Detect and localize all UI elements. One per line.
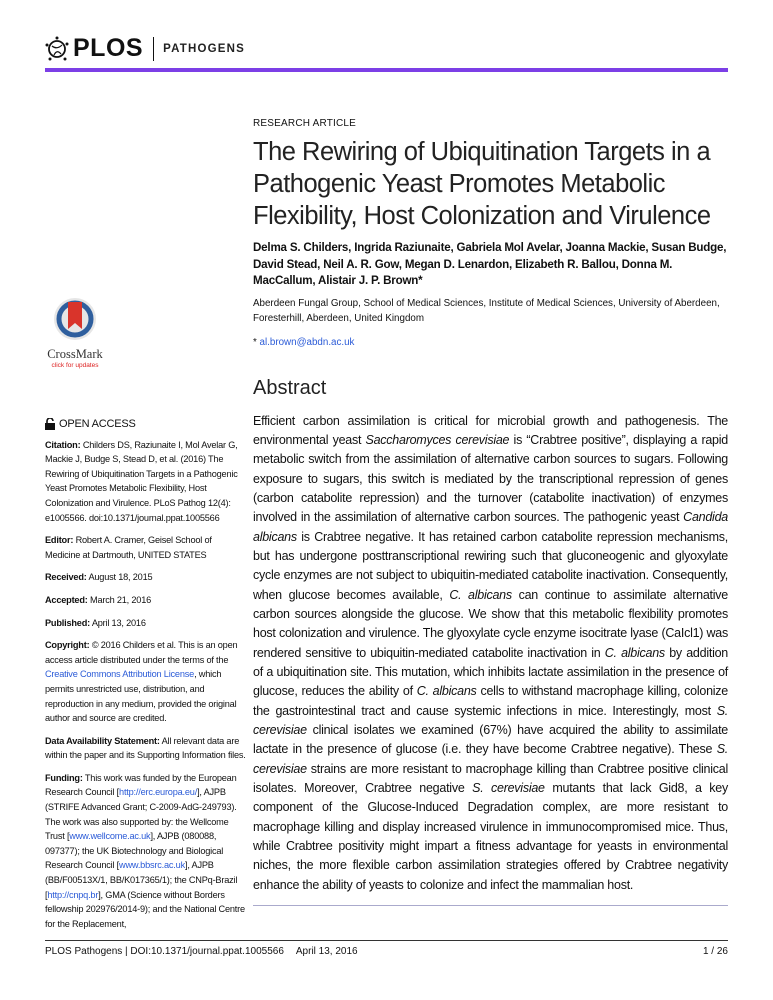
abstract-text: is “Crabtree positive”, displaying a rapid metabolic switch from the assimilation of alternative carbon sources to sugars. Following exposure to sugars, this switch is mediated by the transcriptional repression of genes (carbon catabolite repression) and the turnover (catabolite inactivation) of enzymes involved in the assimilation of alternative carbon sources. The pathogenic yeast — [253, 432, 728, 525]
abstract-species-name: C. albicans — [416, 684, 477, 699]
crossmark-icon — [52, 296, 98, 342]
abstract-species-name: S. cerevisiae — [472, 781, 545, 796]
erc-link[interactable]: http://erc.europa.eu/ — [119, 787, 198, 798]
article-info-sidebar — [45, 417, 247, 939]
article-title: The Rewiring of Ubiquitination Targets in a Pathogenic Yeast Promotes Metabolic Flexibility, Host Colonization and Virulence — [253, 138, 711, 230]
abstract-divider — [253, 905, 728, 906]
abstract-text: Efficient carbon assimilation is critical for microbial growth and pathogenesis. The environmental yeast — [253, 413, 728, 447]
abstract-text: mutants that lack Gid8, a key component of the Glucose-Induced Degradation complex, are more resistant to macrophage killing and display increased virulence in immunocompromised mice. Thus, while Crabtree positivity might impart a fitness advantage for yeasts in environmental niches, the more flexible carbon assimilation strategies offered by Crabtree negativity enhance the ability of yeasts to colonize and infect the mammalian host. — [253, 781, 728, 892]
crossmark-button[interactable] — [40, 296, 110, 369]
crossmark-sublabel: click for updates — [51, 362, 99, 369]
affiliation: Aberdeen Fungal Group, School of Medical Sciences, Institute of Medical Sciences, University of Aberdeen, Foresterhill, Aberdeen, United Kingdom — [253, 297, 720, 324]
abstract-species-name: S. cerevisiae — [253, 742, 728, 776]
accepted-date: Accepted: March 21, 2016 — [45, 594, 152, 605]
logo-separator — [153, 37, 154, 61]
abstract-text: clinical isolates we examined (67%) have acquired the ability to assimilate lactate in the presence of glucose (i.e. they have become Crabtree negative). These — [253, 723, 728, 757]
page-number: 1 / 26 — [702, 946, 728, 957]
license-link[interactable]: Creative Commons Attribution License — [45, 669, 195, 680]
journal-name: PATHOGENS — [163, 42, 246, 55]
data-availability: Data Availability Statement: All relevant data are within the paper and its Supporting Information files. — [45, 735, 246, 761]
citation: Citation: Childers DS, Raziunaite I, Mol Avelar G, Mackie J, Budge S, Stead D, et al. (2016) The Rewiring of Ubiquitination Targets in a Pathogenic Yeast Promotes Metabolic Flexibility, Host Colonization and Virulence. PLoS Pathog 12(4): e1005566. doi:10.1371/journal.ppat.1005566 — [45, 439, 238, 523]
crossmark-label: CrossMark — [47, 347, 103, 361]
abstract-text: strains are more resistant to macrophage killing than Crabtree positive clinical isolates. Moreover, Crabtree negative — [253, 761, 728, 796]
received-date: Received: August 18, 2015 — [45, 572, 153, 583]
footer-rule — [45, 940, 728, 941]
abstract-species-name: Candida albicans — [253, 510, 728, 544]
author-list: Delma S. Childers, Ingrida Raziunaite, Gabriela Mol Avelar, Joanna Mackie, Susan Budge, David Stead, Neil A. R. Gow, Megan D. Lenardon, Elizabeth R. Ballou, Donna M. MacCallum, Alistair J. P. Brown* — [253, 241, 727, 287]
footer-date: April 13, 2016 — [295, 946, 358, 957]
article-main — [253, 117, 728, 906]
open-access-badge — [45, 417, 247, 432]
open-lock-icon — [45, 418, 55, 430]
abstract-text: is Crabtree negative. It has retained carbon catabolite repression mechanisms, but has undergone posttranscriptional rewiring such that gluconeogenic and glyoxylate cycle enzymes are not subject to ubiquitin-mediated catabolite inactivation. Consequently, when glucose becomes available, — [253, 529, 728, 602]
abstract-species-name: Saccharomyces cerevisiae — [365, 432, 510, 447]
copyright: Copyright: © 2016 Childers et al. This is an open access article distributed under the terms of the Creative Commons Attribution License, which permits unrestricted use, distribution, and reproduction in any medium, provided the original author and source are credited. — [45, 640, 238, 724]
article-type: RESEARCH ARTICLE — [253, 118, 357, 129]
abstract-heading: Abstract — [253, 376, 327, 399]
editor: Editor: Robert A. Cramer, Geisel School of Medicine at Dartmouth, UNITED STATES — [45, 535, 212, 560]
email-link[interactable]: al.brown@abdn.ac.uk — [259, 336, 355, 348]
abstract-text: can continue to assimilate alternative carbon sources alongside the glucose. We show that this metabolic flexibility promotes host colonization and virulence. The glyoxylate cycle enzyme isocitrate lyase (CaIcl1) was rendered sensitive to ubiquitin-mediated catabolite inactivation in — [253, 587, 728, 660]
plos-globe-icon — [44, 36, 70, 62]
plos-logo — [44, 34, 245, 63]
cnpq-link[interactable]: http://cnpq.br — [47, 889, 99, 900]
header-rule — [45, 68, 728, 72]
funding: Funding: This work was funded by the European Research Council [http://erc.europa.eu/], AJPB (STRIFE Advanced Grant; C-2009-AdG-249793). The work was also supported by: the Wellcome Trust [www.wellcome.ac.uk], AJPB (080088, 097377); the UK Biotechnology and Biological Research Council [www.bbsrc.ac.uk], AJPB (BB/F00513X/1, BB/K017365/1); the CNPq-Brazil [http://cnpq.br], GMA (Science without Borders fellowship 202976/2014-9); and the National Centre for the Replacement, — [45, 772, 245, 929]
abstract-species-name: C. albicans — [449, 587, 512, 602]
page-footer — [45, 946, 728, 957]
open-access-label: OPEN ACCESS — [59, 418, 136, 430]
abstract-body — [253, 412, 728, 896]
brand-name: PLOS — [73, 34, 144, 62]
abstract-species-name: C. albicans — [604, 645, 665, 660]
footer-journal-doi: PLOS Pathogens | DOI:10.1371/journal.ppat.1005566 — [45, 946, 284, 957]
bbsrc-link[interactable]: www.bbsrc.ac.uk — [119, 860, 185, 871]
corresponding-email: * al.brown@abdn.ac.uk — [253, 336, 355, 348]
abstract-text: by addition of a ubiquitination site. This mutation, which inhibits lactate assimilation in the presence of glucose, reduces the ability of — [253, 645, 728, 699]
abstract-text: cells to withstand macrophage killing, colonize the gastrointestinal tract and cause systemic infections in mice. Interestingly, most — [253, 684, 728, 718]
wellcome-link[interactable]: www.wellcome.ac.uk — [69, 831, 151, 842]
abstract-species-name: S. cerevisiae — [253, 703, 728, 737]
published-date: Published: April 13, 2016 — [45, 617, 146, 628]
